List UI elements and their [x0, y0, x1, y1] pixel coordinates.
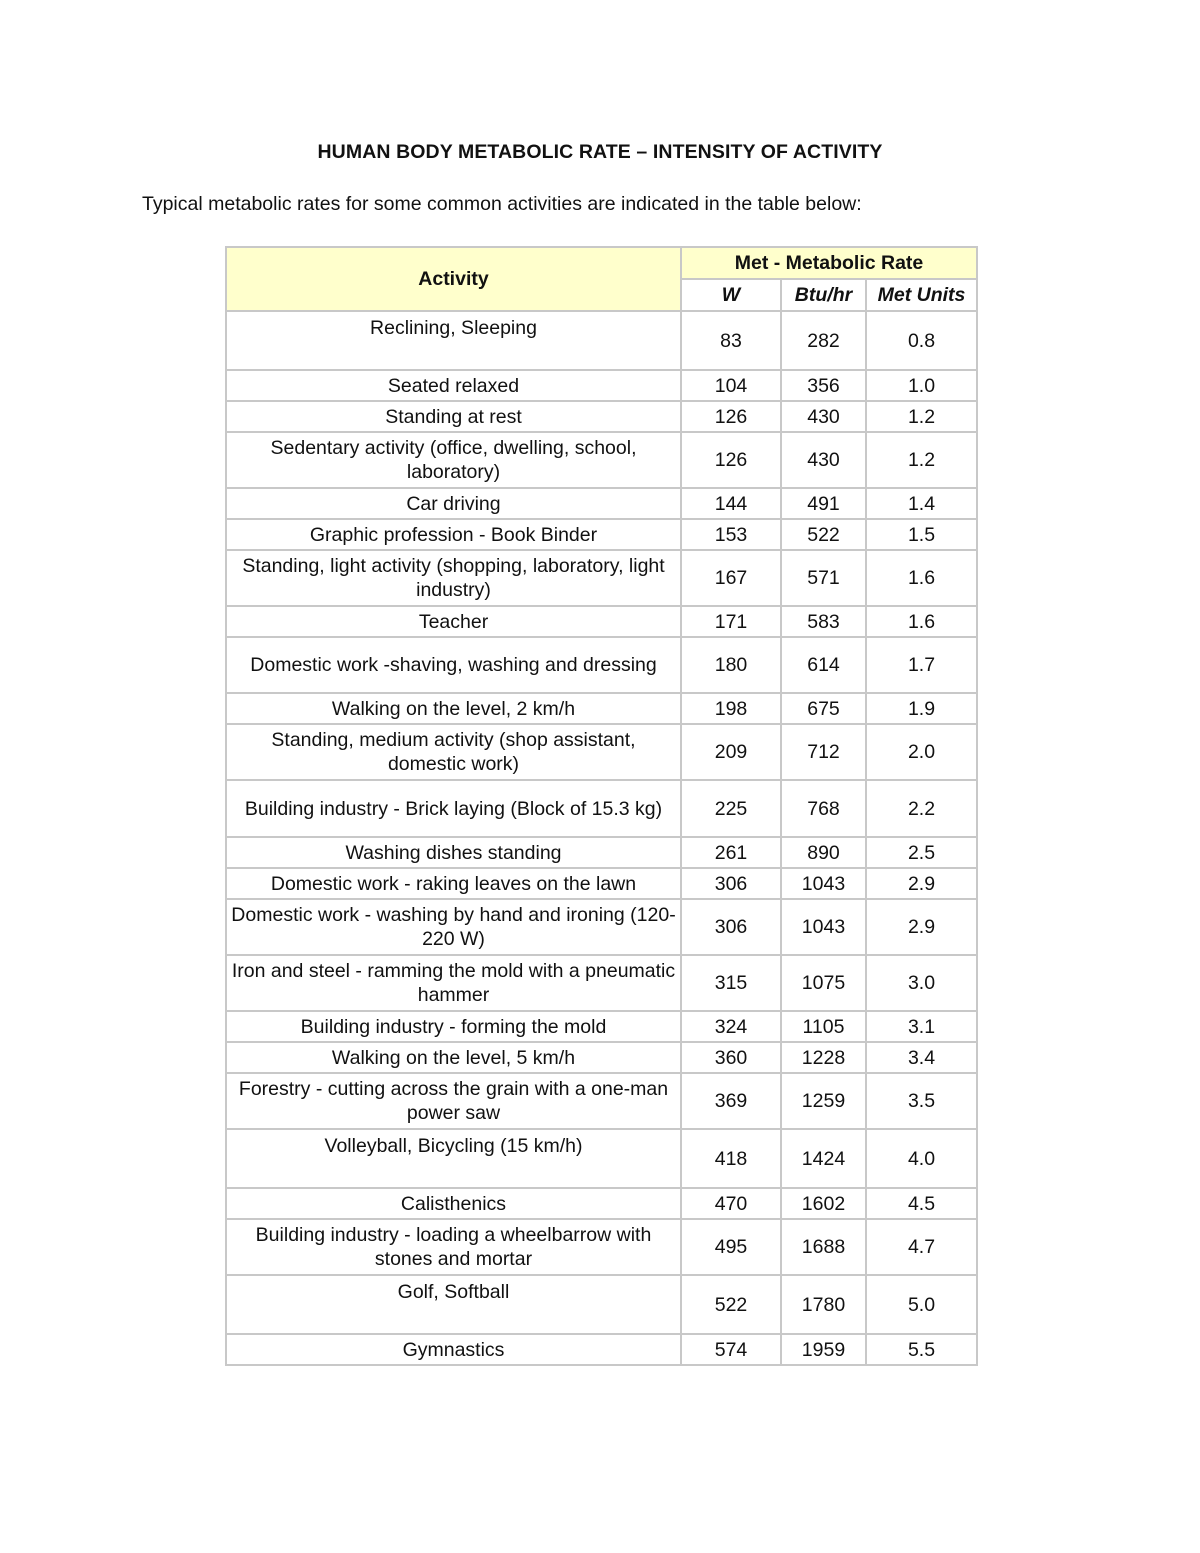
document-title: HUMAN BODY METABOLIC RATE – INTENSITY OF ACTIVITY [317, 141, 883, 163]
table-row [226, 637, 977, 693]
table-row [226, 837, 977, 868]
activity-cell: Walking on the level, 2 km/h [226, 693, 681, 724]
watts-cell: 126 [681, 401, 781, 432]
met-units-cell: 1.2 [866, 401, 977, 432]
btu-cell: 1688 [781, 1219, 866, 1275]
activity-cell: Walking on the level, 5 km/h [226, 1042, 681, 1073]
met-units-cell: 1.6 [866, 550, 977, 606]
activity-cell: Domestic work - raking leaves on the lawn [226, 868, 681, 899]
btu-cell: 1105 [781, 1011, 866, 1042]
watts-cell: 209 [681, 724, 781, 780]
activity-cell: Standing at rest [226, 401, 681, 432]
watts-cell: 360 [681, 1042, 781, 1073]
met-units-cell: 1.5 [866, 519, 977, 550]
watts-cell: 324 [681, 1011, 781, 1042]
activity-cell: Graphic profession - Book Binder [226, 519, 681, 550]
met-units-cell: 2.9 [866, 868, 977, 899]
btu-cell: 712 [781, 724, 866, 780]
table-row [226, 693, 977, 724]
btu-cell: 1959 [781, 1334, 866, 1365]
activity-cell: Standing, light activity (shopping, laboratory, light industry) [226, 550, 681, 606]
watts-cell: 167 [681, 550, 781, 606]
watts-cell: 470 [681, 1188, 781, 1219]
met-units-cell: 3.4 [866, 1042, 977, 1073]
table-row [226, 550, 977, 606]
btu-cell: 430 [781, 432, 866, 488]
intro-text: Typical metabolic rates for some common activities are indicated in the table below: [142, 193, 862, 215]
table-row [226, 1042, 977, 1073]
table-row [226, 311, 977, 370]
activity-cell: Forestry - cutting across the grain with a one-man power saw [226, 1073, 681, 1129]
watts-cell: 369 [681, 1073, 781, 1129]
btu-cell: 1043 [781, 899, 866, 955]
watts-cell: 83 [681, 311, 781, 370]
table-row [226, 488, 977, 519]
met-units-cell: 1.0 [866, 370, 977, 401]
table-row [226, 432, 977, 488]
header-met-units: Met Units [866, 279, 977, 311]
met-units-cell: 1.9 [866, 693, 977, 724]
table-row [226, 401, 977, 432]
btu-cell: 675 [781, 693, 866, 724]
table-row [226, 724, 977, 780]
table-row [226, 606, 977, 637]
watts-cell: 495 [681, 1219, 781, 1275]
watts-cell: 522 [681, 1275, 781, 1334]
header-w: W [681, 279, 781, 311]
metabolic-rate-table [225, 246, 978, 1366]
btu-cell: 614 [781, 637, 866, 693]
btu-cell: 583 [781, 606, 866, 637]
met-units-cell: 0.8 [866, 311, 977, 370]
watts-cell: 126 [681, 432, 781, 488]
btu-cell: 571 [781, 550, 866, 606]
activity-cell: Golf, Softball [226, 1275, 681, 1334]
met-units-cell: 1.2 [866, 432, 977, 488]
btu-cell: 890 [781, 837, 866, 868]
activity-cell: Gymnastics [226, 1334, 681, 1365]
activity-cell: Car driving [226, 488, 681, 519]
watts-cell: 574 [681, 1334, 781, 1365]
activity-cell: Volleyball, Bicycling (15 km/h) [226, 1129, 681, 1188]
met-units-cell: 4.0 [866, 1129, 977, 1188]
btu-cell: 1602 [781, 1188, 866, 1219]
activity-cell: Reclining, Sleeping [226, 311, 681, 370]
met-units-cell: 5.5 [866, 1334, 977, 1365]
table-row [226, 899, 977, 955]
met-units-cell: 5.0 [866, 1275, 977, 1334]
met-units-cell: 1.4 [866, 488, 977, 519]
watts-cell: 104 [681, 370, 781, 401]
activity-cell: Building industry - loading a wheelbarrow with stones and mortar [226, 1219, 681, 1275]
activity-cell: Building industry - forming the mold [226, 1011, 681, 1042]
activity-cell: Seated relaxed [226, 370, 681, 401]
table-row [226, 1188, 977, 1219]
btu-cell: 1259 [781, 1073, 866, 1129]
watts-cell: 306 [681, 868, 781, 899]
met-units-cell: 2.2 [866, 780, 977, 837]
table-row [226, 1073, 977, 1129]
btu-cell: 1043 [781, 868, 866, 899]
table-row [226, 370, 977, 401]
btu-cell: 522 [781, 519, 866, 550]
watts-cell: 315 [681, 955, 781, 1011]
watts-cell: 418 [681, 1129, 781, 1188]
table-row [226, 1011, 977, 1042]
btu-cell: 356 [781, 370, 866, 401]
btu-cell: 491 [781, 488, 866, 519]
table-row [226, 1334, 977, 1365]
watts-cell: 225 [681, 780, 781, 837]
btu-cell: 282 [781, 311, 866, 370]
met-units-cell: 4.5 [866, 1188, 977, 1219]
table-row [226, 955, 977, 1011]
watts-cell: 171 [681, 606, 781, 637]
table-row [226, 1219, 977, 1275]
table-row [226, 1275, 977, 1334]
activity-cell: Teacher [226, 606, 681, 637]
met-units-cell: 2.9 [866, 899, 977, 955]
header-btu: Btu/hr [781, 279, 866, 311]
watts-cell: 144 [681, 488, 781, 519]
btu-cell: 768 [781, 780, 866, 837]
table-header [226, 247, 977, 311]
table-row [226, 519, 977, 550]
table-row [226, 1129, 977, 1188]
activity-cell: Washing dishes standing [226, 837, 681, 868]
activity-cell: Domestic work -shaving, washing and dressing [226, 637, 681, 693]
activity-cell: Domestic work - washing by hand and ironing (120-220 W) [226, 899, 681, 955]
met-units-cell: 3.5 [866, 1073, 977, 1129]
btu-cell: 1228 [781, 1042, 866, 1073]
activity-cell: Sedentary activity (office, dwelling, school, laboratory) [226, 432, 681, 488]
btu-cell: 1780 [781, 1275, 866, 1334]
btu-cell: 430 [781, 401, 866, 432]
met-units-cell: 1.6 [866, 606, 977, 637]
table-body [226, 311, 977, 1365]
met-units-cell: 2.0 [866, 724, 977, 780]
table-row [226, 868, 977, 899]
activity-cell: Standing, medium activity (shop assistant, domestic work) [226, 724, 681, 780]
watts-cell: 153 [681, 519, 781, 550]
table-row [226, 780, 977, 837]
header-metabolic-rate: Met - Metabolic Rate [681, 247, 977, 279]
header-activity: Activity [226, 247, 681, 311]
met-units-cell: 4.7 [866, 1219, 977, 1275]
watts-cell: 180 [681, 637, 781, 693]
watts-cell: 261 [681, 837, 781, 868]
activity-cell: Calisthenics [226, 1188, 681, 1219]
met-units-cell: 3.1 [866, 1011, 977, 1042]
activity-cell: Building industry - Brick laying (Block of 15.3 kg) [226, 780, 681, 837]
btu-cell: 1075 [781, 955, 866, 1011]
watts-cell: 198 [681, 693, 781, 724]
met-units-cell: 3.0 [866, 955, 977, 1011]
watts-cell: 306 [681, 899, 781, 955]
met-units-cell: 2.5 [866, 837, 977, 868]
met-units-cell: 1.7 [866, 637, 977, 693]
activity-cell: Iron and steel - ramming the mold with a pneumatic hammer [226, 955, 681, 1011]
btu-cell: 1424 [781, 1129, 866, 1188]
